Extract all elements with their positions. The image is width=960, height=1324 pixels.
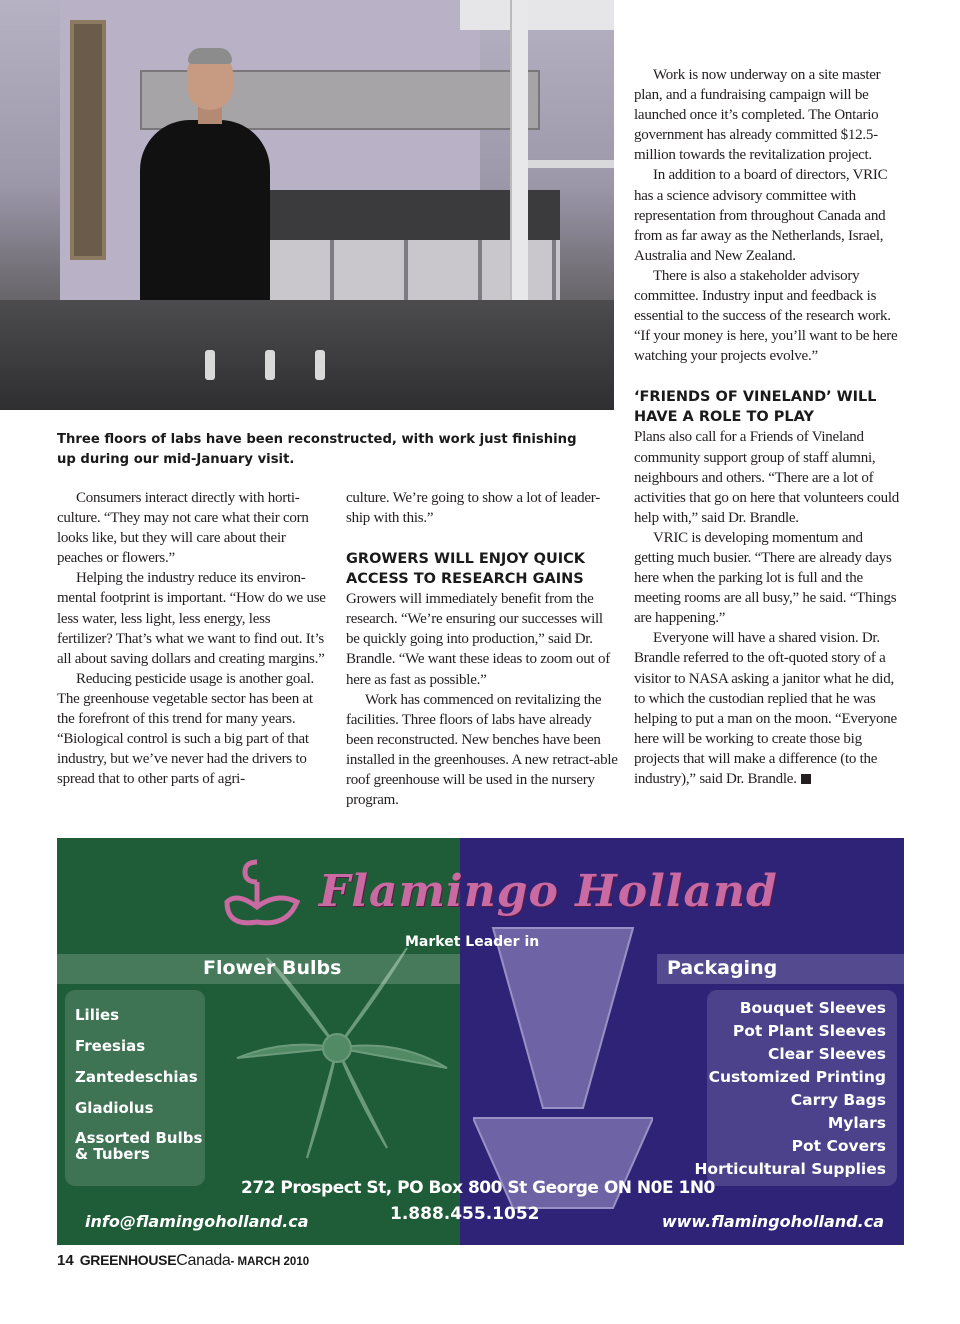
ad-website[interactable]: www.flamingoholland.ca: [661, 1212, 884, 1231]
paragraph: culture. We’re going to show a lot of leader-ship with this.”: [346, 490, 600, 527]
paragraph: Plans also call for a Friends of Vineland community support group of staff alumni, neighbours and others. “There are a lot of activities that go on here that volunteers could help with,” said Dr. Brandle.: [634, 429, 900, 526]
flamingo-holland-ad: [57, 838, 904, 1245]
photo-caption: Three floors of labs have been reconstructed, with work just finishing up during our mid-January visit.: [57, 432, 577, 467]
photo-faucet: [205, 350, 215, 380]
paragraph: [634, 628, 906, 789]
list-item: Zantedeschias: [75, 1068, 198, 1086]
page-number: 14: [57, 1252, 74, 1269]
list-item: Lilies: [75, 1006, 120, 1024]
issue-date: - MARCH 2010: [230, 1256, 310, 1268]
flower-bulbs-title: Flower Bulbs: [203, 957, 342, 979]
paragraph: Work has commenced on revitalizing the facilities. Three floors of labs have already been reconstructed. New benches have been installed in the greenhouses. A new retract-able roof greenhouse will be used in the nursery program.: [346, 691, 618, 809]
tagline: Market Leader in: [405, 934, 540, 950]
photo-faucet: [265, 350, 275, 380]
list-item: Bouquet Sleeves: [739, 999, 886, 1017]
magazine-name-bold: GREENHOUSE: [79, 1252, 177, 1268]
photo-counter: [0, 300, 614, 410]
ad-address: 272 Prospect St, PO Box 800 St George ON N0E 1N0: [241, 1178, 715, 1198]
list-item: Mylars: [827, 1114, 886, 1132]
paragraph: Growers will immediately benefit from the research. “We’re ensuring our successes will be quickly going into production,” said Dr. Brandle. “We want these ideas to zoom out of here as fast as possible.”: [346, 591, 610, 688]
ad-email[interactable]: info@flamingoholland.ca: [85, 1212, 309, 1231]
bouquet-sleeve-icon: [473, 918, 653, 1218]
list-item: Freesias: [75, 1037, 146, 1055]
ad-phone: 1.888.455.1052: [390, 1204, 540, 1224]
section-heading: GROWERS WILL ENJOY QUICK ACCESS TO RESEARCH GAINS: [346, 551, 586, 588]
lab-photo: [0, 0, 614, 410]
paragraph: In addition to a board of directors, VRIC has a science advisory committee with representation from throughout Canada and from as far away as the Netherlands, Israel, Australia and New Zealand.: [634, 167, 888, 264]
photo-person-hair: [188, 48, 232, 64]
end-of-article-mark: [801, 774, 811, 784]
list-item: Pot Covers: [791, 1137, 886, 1155]
paragraph: There is also a stakeholder advisory committee. Industry input and feedback is essential to the success of the research work. “If your money is here, you’ll want to be here watching your projects evolve.”: [634, 267, 898, 365]
list-item: Horticultural Supplies: [694, 1160, 886, 1178]
magazine-name-light: Canada: [176, 1252, 231, 1269]
article-column-1: [57, 488, 329, 789]
paragraph: Consumers interact directly with horti-culture. “They may not care what their corn looks like, but they will care about their peaches or flowers.”: [57, 490, 309, 567]
paragraph: Work is now underway on a site master plan, and a fundraising campaign will be launched once it’s completed. The Ontario government has already committed $12.5-million towards the revitalization project.: [634, 67, 881, 164]
section-heading: ‘FRIENDS OF VINELAND’ WILL HAVE A ROLE TO PLAY: [634, 389, 877, 426]
photo-person: [140, 120, 270, 320]
paragraph-text: Everyone will have a shared vision. Dr. Brandle referred to the oft-quoted story of a visitor to NASA asking a janitor what he did, to which the custodian replied that he was helping to put a man on the moon. “Everyone here will be working to create those big projects that will make a difference (to the industry),” said Dr. Brandle.: [634, 630, 897, 787]
paragraph: Helping the industry reduce its environ-mental footprint is important. “How do we use less water, less light, less energy, less fertilizer? That’s what we want to find out. It’s all about saving dollars and creating margins.”: [57, 570, 326, 667]
packaging-list: [694, 998, 886, 1182]
list-item: Carry Bags: [790, 1091, 886, 1109]
paragraph: VRIC is developing momentum and getting much busier. “There are already days here when the parking lot is full and the meeting rooms are all busy,” he said. “Things are happening.”: [634, 529, 897, 627]
list-item: Assorted Bulbs & Tubers: [75, 1129, 203, 1163]
flower-bulbs-list: [75, 1006, 205, 1161]
flamingo-logo-icon: [217, 852, 307, 932]
list-item: Gladiolus: [75, 1099, 154, 1117]
photo-shelf: [460, 0, 614, 30]
photo-faucet: [315, 350, 325, 380]
list-item: Clear Sleeves: [767, 1045, 886, 1063]
list-item: Customized Printing: [708, 1068, 886, 1086]
list-item: Pot Plant Sleeves: [732, 1022, 886, 1040]
article-column-2: [346, 488, 618, 810]
page-footer: [57, 1252, 309, 1270]
packaging-title: Packaging: [667, 957, 778, 979]
article-column-3: [634, 65, 906, 789]
photo-window: [70, 20, 106, 260]
photo-shelf-lower: [520, 160, 614, 168]
paragraph: Reducing pesticide usage is another goal. The greenhouse vegetable sector has been at the forefront of this trend for many years. “Biological control is such a big part of that industry, but we’ve never had the drivers to spread that to other parts of agri-: [57, 670, 315, 788]
brand-name: Flamingo Holland: [319, 866, 778, 917]
